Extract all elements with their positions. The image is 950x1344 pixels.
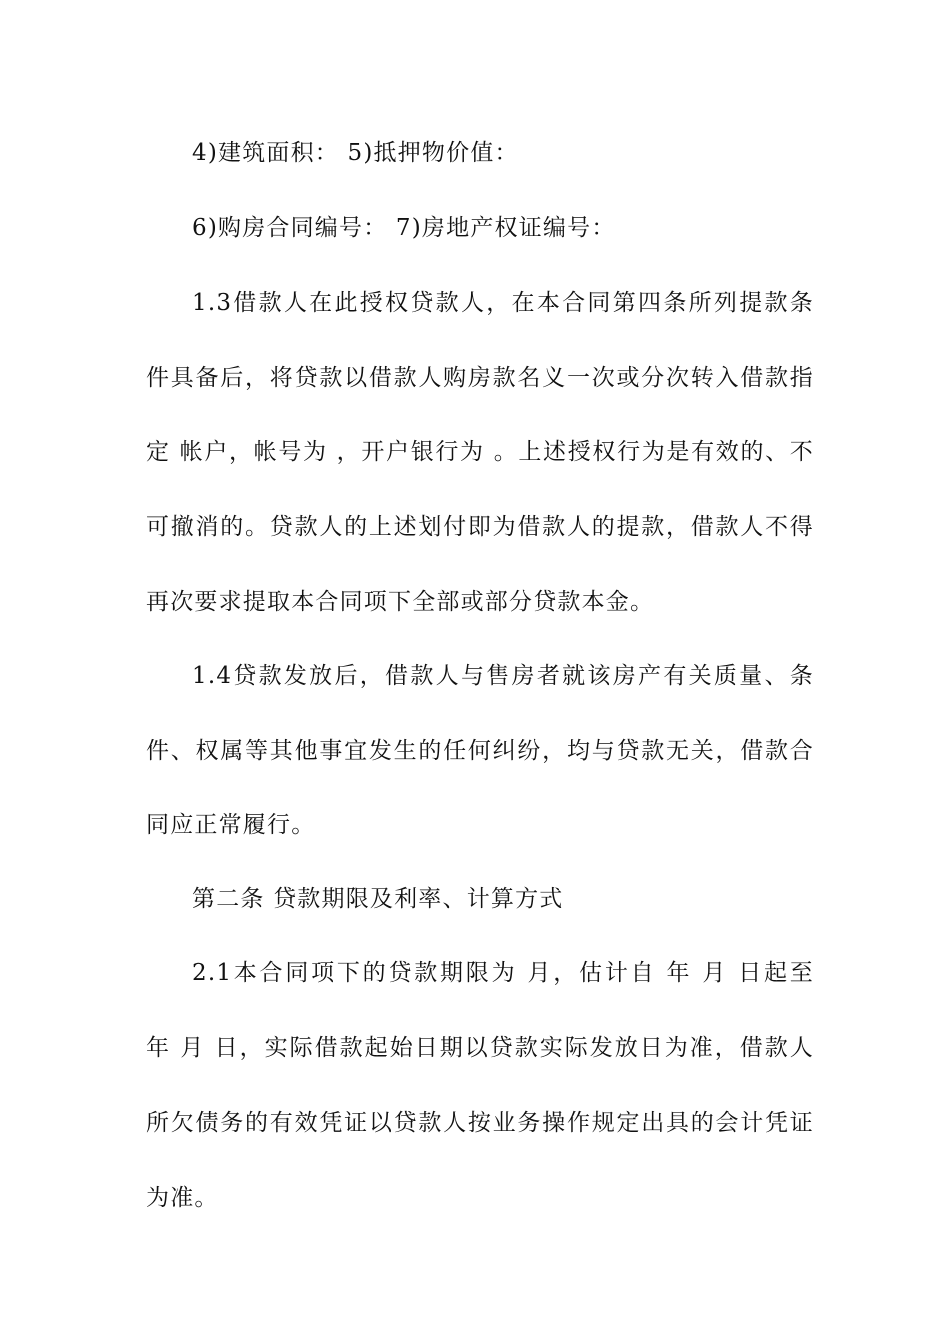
text-line-clause-2-1-line2: 年 月 日，实际借款起始日期以贷款实际发放日为准，借款人 [146,1035,814,1061]
text-line-clause-1-4-end: 同应正常履行。 [146,812,316,838]
text-line-clause-2-1-line3: 所欠债务的有效凭证以贷款人按业务操作规定出具的会计凭证 [146,1110,814,1136]
text-line-clause-2-1-end: 为准。 [146,1185,219,1211]
text-line-clause-2-1-start: 2.1本合同项下的贷款期限为 月，估计自 年 月 日起至 [192,960,814,986]
section-heading-article-2: 第二条 贷款期限及利率、计算方式 [192,886,564,912]
text-line-clause-1-3-line4: 可撤消的。贷款人的上述划付即为借款人的提款，借款人不得 [146,514,814,540]
text-line-clause-1-3-line3: 定 帐户，帐号为 ，开户银行为 。上述授权行为是有效的、不 [146,439,814,465]
text-line-clause-1-3-start: 1.3借款人在此授权贷款人，在本合同第四条所列提款条 [192,290,814,316]
text-line-clause-1-3-line2: 件具备后，将贷款以借款人购房款名义一次或分次转入借款指 [146,365,814,391]
text-line-contract-numbers: 6)购房合同编号： 7)房地产权证编号： [192,215,616,241]
text-line-clause-1-3-end: 再次要求提取本合同项下全部或部分贷款本金。 [146,589,655,615]
text-line-clause-1-4-start: 1.4贷款发放后，借款人与售房者就该房产有关质量、条 [192,663,814,689]
text-line-clause-1-4-line2: 件、权属等其他事宜发生的任何纠纷，均与贷款无关，借款合 [146,738,814,764]
text-line-area-value: 4)建筑面积： 5)抵押物价值： [192,140,519,166]
